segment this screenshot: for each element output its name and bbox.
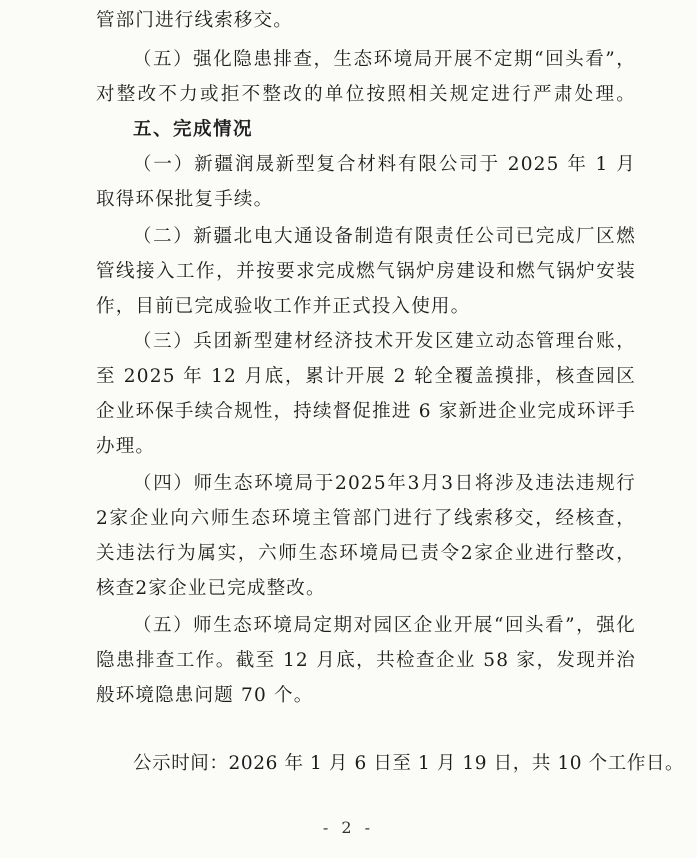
text-line-11: 至 2025 年 12 月底，累计开展 2 轮全覆盖摸排，核查园区: [96, 366, 636, 387]
text-line-5: （一）新疆润晟新型复合材料有限公司于 2025 年 1 月: [133, 154, 636, 175]
text-line-14: （四）师生态环境局于2025年3月3日将涉及违法违规行: [133, 473, 636, 494]
text-line-20: 般环境隐患问题 70 个。: [96, 685, 314, 706]
section-heading-completion: 五、完成情况: [133, 119, 254, 140]
text-line-18: （五）师生态环境局定期对园区企业开展“回头看”，强化: [133, 615, 636, 636]
page-number: - 2 -: [322, 818, 375, 837]
text-line-2: （五）强化隐患排查，生态环境局开展不定期“回头看”，: [133, 49, 636, 70]
text-line-13: 办理。: [96, 436, 156, 457]
text-line-19: 隐患排查工作。截至 12 月底，共检查企业 58 家，发现并治: [96, 650, 636, 671]
text-line-9: 作，目前已完成验收工作并正式投入使用。: [96, 296, 471, 317]
text-line-8: 管线接入工作，并按要求完成燃气锅炉房建设和燃气锅炉安装: [96, 261, 636, 282]
text-line-7: （二）新疆北电大通设备制造有限责任公司已完成厂区燃: [133, 226, 636, 247]
text-line-12: 企业环保手续合规性，持续督促推进 6 家新进企业完成环评手: [96, 401, 636, 422]
text-line-6: 取得环保批复手续。: [96, 189, 274, 210]
text-line-16: 关违法行为属实，六师生态环境局已责令2家企业进行整改，: [96, 543, 636, 564]
text-line-15: 2家企业向六师生态环境主管部门进行了线索移交，经核查，: [96, 508, 636, 529]
publicity-period: 公示时间：2026 年 1 月 6 日至 1 月 19 日，共 10 个工作日。: [133, 753, 685, 774]
text-line-1: 管部门进行线索移交。: [96, 10, 294, 31]
text-line-17: 核查2家企业已完成整改。: [96, 578, 326, 599]
text-line-3: 对整改不力或拒不整改的单位按照相关规定进行严肃处理。: [96, 84, 636, 105]
text-line-10: （三）兵团新型建材经济技术开发区建立动态管理台账，: [133, 331, 636, 352]
